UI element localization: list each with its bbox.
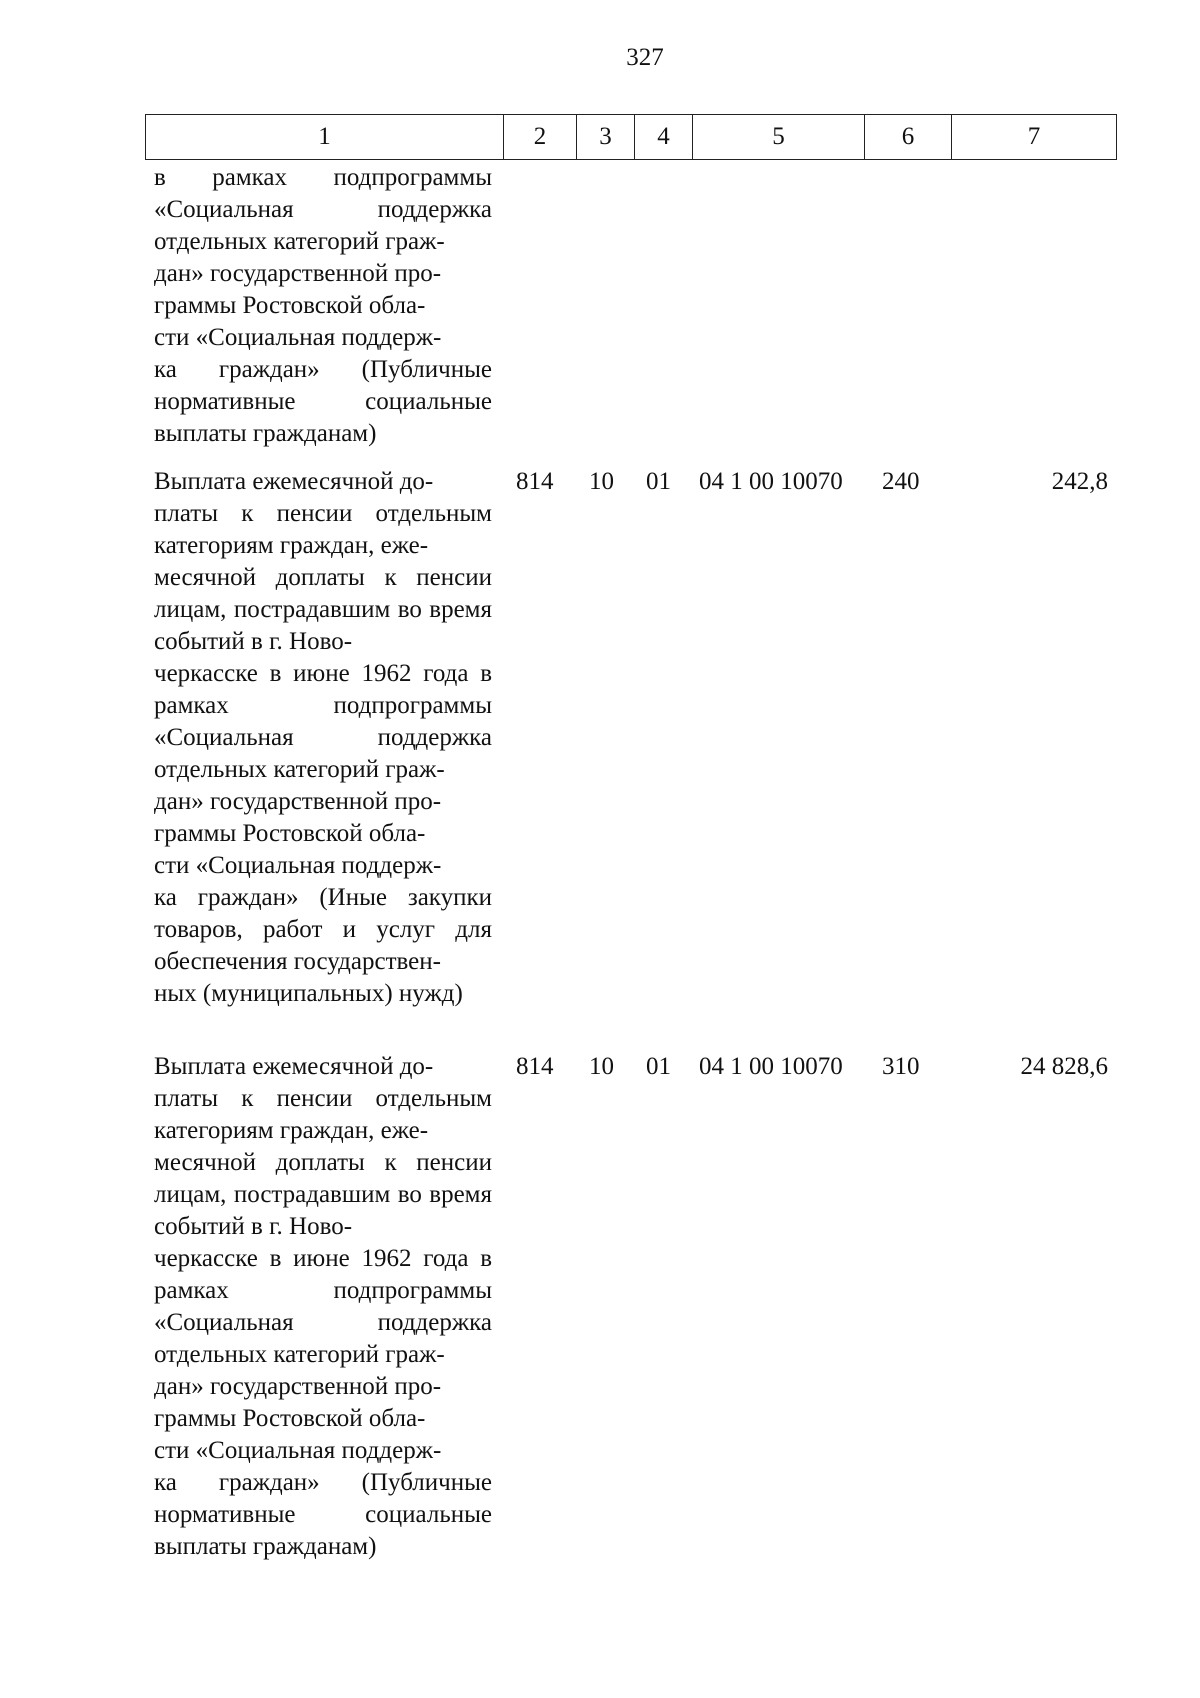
column-header-table	[145, 114, 1117, 160]
row-description: Выплата ежемесячной до- платы к пенсии отдельным категориям граждан, еже- месячной доплаты к пенсии лицам, пострадавшим во время событий в г. Ново- черкасске в июне 1962 года в рамках подпрограммы «Социальная поддержка отдельных категорий граж- дан» государственной про- граммы Ростовской обла- сти «Социальная поддерж- ка граждан» (Иные закупки товаров, работ и услуг для обеспечения государствен- ных (муниципальных) нужд)	[154, 468, 492, 1007]
column-header-5: 5	[693, 115, 865, 160]
column-header-2: 2	[504, 115, 577, 160]
column-header-3: 3	[577, 115, 635, 160]
row-section: 10	[589, 1053, 614, 1080]
row-code: 814	[516, 468, 554, 495]
row-subsection: 01	[646, 1053, 671, 1080]
column-header-row	[146, 115, 1117, 160]
column-header-4: 4	[635, 115, 693, 160]
column-header-6: 6	[865, 115, 952, 160]
row-target: 04 1 00 10070	[699, 1053, 843, 1080]
row-description: в рамках подпрограммы «Социальная поддержка отдельных категорий граж- дан» государственной про- граммы Ростовской обла- сти «Социальная поддерж- ка граждан» (Публичные нормативные социальные выплаты гражданам)	[154, 164, 492, 447]
row-amount: 24 828,6	[1020, 1053, 1108, 1080]
row-amount: 242,8	[1051, 468, 1108, 495]
row-target: 04 1 00 10070	[699, 468, 843, 495]
row-section: 10	[589, 468, 614, 495]
column-header-1: 1	[146, 115, 504, 160]
page-number: 327	[626, 44, 664, 71]
row-type: 240	[882, 468, 920, 495]
row-type: 310	[882, 1053, 920, 1080]
row-subsection: 01	[646, 468, 671, 495]
row-code: 814	[516, 1053, 554, 1080]
column-header-7: 7	[952, 115, 1117, 160]
row-description: Выплата ежемесячной до- платы к пенсии отдельным категориям граждан, еже- месячной доплаты к пенсии лицам, пострадавшим во время событий в г. Ново- черкасске в июне 1962 года в рамках подпрограммы «Социальная поддержка отдельных категорий граж- дан» государственной про- граммы Ростовской обла- сти «Социальная поддерж- ка граждан» (Публичные нормативные социальные выплаты гражданам)	[154, 1053, 492, 1560]
